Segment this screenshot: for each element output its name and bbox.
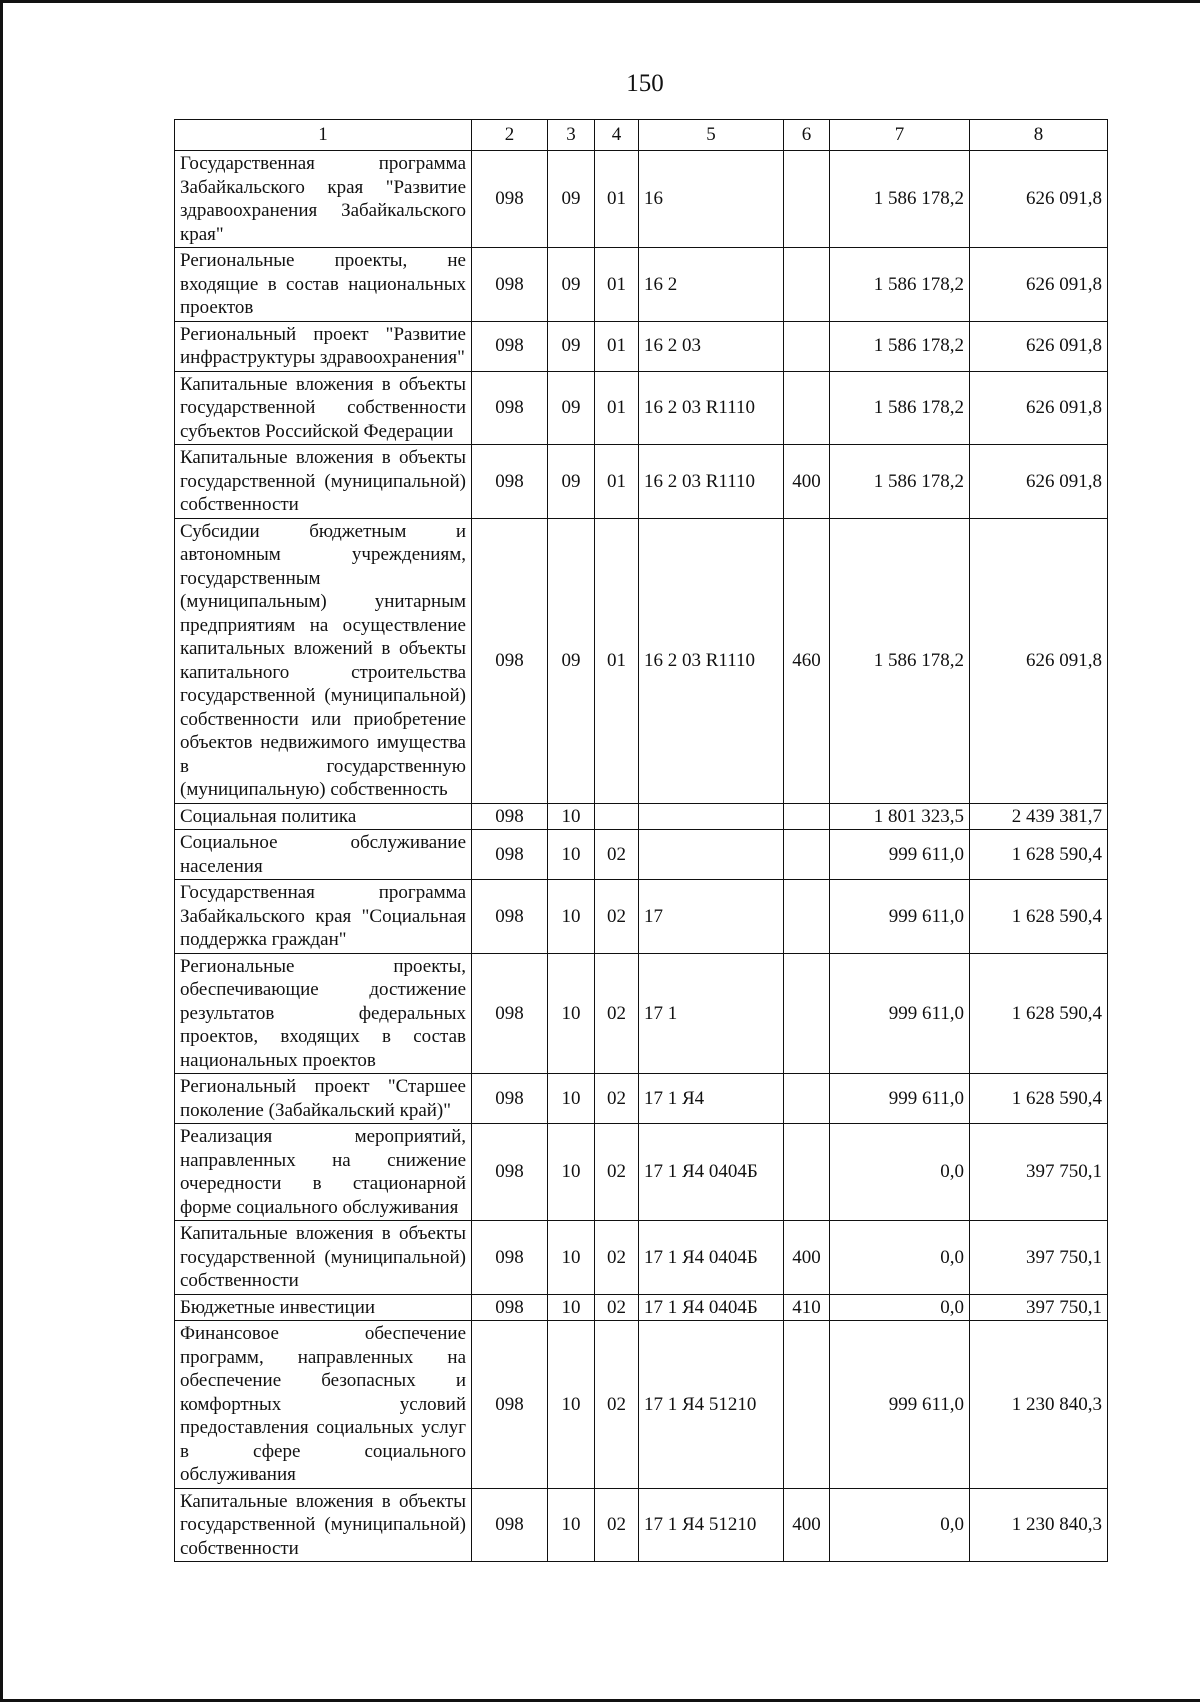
cell-amount-year-1: 1 586 178,2 (830, 518, 970, 803)
row-name: Бюджетные инвестиции (175, 1294, 472, 1321)
cell-amount-year-2: 1 628 590,4 (970, 1074, 1108, 1124)
cell-ministry-code: 098 (472, 1488, 548, 1562)
cell-section: 10 (548, 1074, 595, 1124)
cell-subsection: 02 (595, 1221, 639, 1295)
cell-amount-year-2: 1 230 840,3 (970, 1321, 1108, 1489)
cell-ministry-code: 098 (472, 248, 548, 322)
cell-amount-year-2: 2 439 381,7 (970, 803, 1108, 830)
table-row (175, 371, 1108, 445)
cell-expense-type: 410 (784, 1294, 830, 1321)
cell-amount-year-1: 999 611,0 (830, 953, 970, 1074)
table-row (175, 518, 1108, 803)
cell-section: 10 (548, 1124, 595, 1221)
row-name: Капитальные вложения в объекты государственной собственности субъектов Российской Федерации (175, 371, 472, 445)
table-row (175, 803, 1108, 830)
cell-expense-type: 400 (784, 445, 830, 519)
cell-expense-type (784, 248, 830, 322)
cell-amount-year-2: 626 091,8 (970, 321, 1108, 371)
cell-target-article: 16 2 (639, 248, 784, 322)
cell-target-article: 16 2 03 R1110 (639, 371, 784, 445)
cell-amount-year-2: 1 628 590,4 (970, 953, 1108, 1074)
cell-ministry-code: 098 (472, 518, 548, 803)
cell-subsection: 01 (595, 248, 639, 322)
cell-amount-year-2: 397 750,1 (970, 1124, 1108, 1221)
cell-section: 10 (548, 1488, 595, 1562)
row-name: Государственная программа Забайкальского края "Социальная поддержка граждан" (175, 880, 472, 954)
cell-section: 10 (548, 1321, 595, 1489)
cell-expense-type (784, 151, 830, 248)
cell-target-article (639, 830, 784, 880)
row-name: Капитальные вложения в объекты государственной (муниципальной) собственности (175, 1488, 472, 1562)
table-row (175, 445, 1108, 519)
cell-subsection: 01 (595, 151, 639, 248)
cell-subsection: 02 (595, 953, 639, 1074)
cell-amount-year-2: 397 750,1 (970, 1221, 1108, 1295)
table-row (175, 1321, 1108, 1489)
cell-expense-type: 460 (784, 518, 830, 803)
column-header: 1 (175, 120, 472, 151)
cell-section: 10 (548, 803, 595, 830)
row-name: Финансовое обеспечение программ, направленных на обеспечение безопасных и комфортных условий предоставления социальных услуг в сфере социального обслуживания (175, 1321, 472, 1489)
cell-section: 09 (548, 518, 595, 803)
cell-subsection: 01 (595, 518, 639, 803)
column-header: 5 (639, 120, 784, 151)
cell-amount-year-1: 999 611,0 (830, 830, 970, 880)
cell-section: 10 (548, 953, 595, 1074)
row-name: Региональный проект "Развитие инфраструктуры здравоохранения" (175, 321, 472, 371)
cell-target-article: 16 2 03 (639, 321, 784, 371)
cell-section: 09 (548, 445, 595, 519)
cell-amount-year-1: 999 611,0 (830, 1074, 970, 1124)
cell-amount-year-2: 626 091,8 (970, 445, 1108, 519)
row-name: Региональные проекты, обеспечивающие достижение результатов федеральных проектов, входящих в состав национальных проектов (175, 953, 472, 1074)
cell-target-article: 17 1 Я4 0404Б (639, 1221, 784, 1295)
cell-amount-year-1: 0,0 (830, 1124, 970, 1221)
cell-amount-year-1: 999 611,0 (830, 880, 970, 954)
cell-target-article: 17 (639, 880, 784, 954)
column-header: 6 (784, 120, 830, 151)
cell-target-article: 16 2 03 R1110 (639, 518, 784, 803)
cell-amount-year-2: 626 091,8 (970, 518, 1108, 803)
cell-ministry-code: 098 (472, 953, 548, 1074)
table-row (175, 151, 1108, 248)
cell-amount-year-1: 1 586 178,2 (830, 371, 970, 445)
table-row (175, 1221, 1108, 1295)
budget-table (174, 119, 1108, 1562)
cell-subsection: 02 (595, 830, 639, 880)
cell-section: 09 (548, 371, 595, 445)
cell-target-article (639, 803, 784, 830)
cell-amount-year-2: 397 750,1 (970, 1294, 1108, 1321)
cell-expense-type (784, 830, 830, 880)
cell-amount-year-2: 1 628 590,4 (970, 880, 1108, 954)
table-row (175, 1074, 1108, 1124)
cell-expense-type (784, 321, 830, 371)
cell-expense-type (784, 1074, 830, 1124)
cell-ministry-code: 098 (472, 321, 548, 371)
cell-subsection (595, 803, 639, 830)
cell-amount-year-1: 0,0 (830, 1488, 970, 1562)
table-header-row (175, 120, 1108, 151)
cell-subsection: 01 (595, 321, 639, 371)
cell-subsection: 02 (595, 1321, 639, 1489)
cell-ministry-code: 098 (472, 445, 548, 519)
cell-section: 10 (548, 880, 595, 954)
cell-target-article: 17 1 Я4 51210 (639, 1488, 784, 1562)
cell-expense-type (784, 371, 830, 445)
cell-section: 10 (548, 830, 595, 880)
cell-ministry-code: 098 (472, 1124, 548, 1221)
cell-amount-year-1: 1 801 323,5 (830, 803, 970, 830)
cell-expense-type: 400 (784, 1221, 830, 1295)
cell-ministry-code: 098 (472, 371, 548, 445)
cell-target-article: 17 1 (639, 953, 784, 1074)
cell-ministry-code: 098 (472, 151, 548, 248)
cell-expense-type (784, 880, 830, 954)
cell-amount-year-1: 999 611,0 (830, 1321, 970, 1489)
cell-section: 09 (548, 321, 595, 371)
table-row (175, 1124, 1108, 1221)
cell-amount-year-2: 1 230 840,3 (970, 1488, 1108, 1562)
column-header: 2 (472, 120, 548, 151)
row-name: Социальное обслуживание населения (175, 830, 472, 880)
row-name: Капитальные вложения в объекты государственной (муниципальной) собственности (175, 445, 472, 519)
row-name: Региональные проекты, не входящие в состав национальных проектов (175, 248, 472, 322)
cell-target-article: 17 1 Я4 0404Б (639, 1124, 784, 1221)
table-row (175, 1488, 1108, 1562)
cell-section: 10 (548, 1221, 595, 1295)
cell-expense-type (784, 803, 830, 830)
cell-target-article: 17 1 Я4 0404Б (639, 1294, 784, 1321)
table-body (175, 151, 1108, 1562)
cell-target-article: 17 1 Я4 51210 (639, 1321, 784, 1489)
table-row (175, 880, 1108, 954)
page-number: 150 (626, 70, 664, 97)
cell-amount-year-1: 0,0 (830, 1294, 970, 1321)
cell-expense-type (784, 953, 830, 1074)
cell-ministry-code: 098 (472, 1321, 548, 1489)
table-row (175, 830, 1108, 880)
cell-expense-type: 400 (784, 1488, 830, 1562)
scan-edge-left (0, 0, 3, 1702)
table-row (175, 321, 1108, 371)
cell-target-article: 17 1 Я4 (639, 1074, 784, 1124)
cell-subsection: 01 (595, 371, 639, 445)
row-name: Капитальные вложения в объекты государственной (муниципальной) собственности (175, 1221, 472, 1295)
cell-expense-type (784, 1321, 830, 1489)
table-row (175, 248, 1108, 322)
cell-amount-year-1: 0,0 (830, 1221, 970, 1295)
row-name: Социальная политика (175, 803, 472, 830)
cell-ministry-code: 098 (472, 1294, 548, 1321)
cell-ministry-code: 098 (472, 830, 548, 880)
cell-amount-year-2: 626 091,8 (970, 248, 1108, 322)
cell-expense-type (784, 1124, 830, 1221)
cell-amount-year-2: 626 091,8 (970, 151, 1108, 248)
cell-subsection: 01 (595, 445, 639, 519)
column-header: 3 (548, 120, 595, 151)
table-row (175, 953, 1108, 1074)
cell-amount-year-1: 1 586 178,2 (830, 248, 970, 322)
cell-amount-year-1: 1 586 178,2 (830, 321, 970, 371)
cell-ministry-code: 098 (472, 1221, 548, 1295)
column-header: 8 (970, 120, 1108, 151)
row-name: Государственная программа Забайкальского края "Развитие здравоохранения Забайкальского края" (175, 151, 472, 248)
row-name: Реализация мероприятий, направленных на снижение очередности в стационарной форме социального обслуживания (175, 1124, 472, 1221)
cell-subsection: 02 (595, 1074, 639, 1124)
cell-section: 09 (548, 151, 595, 248)
cell-ministry-code: 098 (472, 803, 548, 830)
table-row (175, 1294, 1108, 1321)
cell-subsection: 02 (595, 1294, 639, 1321)
cell-subsection: 02 (595, 880, 639, 954)
cell-ministry-code: 098 (472, 1074, 548, 1124)
cell-target-article: 16 (639, 151, 784, 248)
cell-target-article: 16 2 03 R1110 (639, 445, 784, 519)
cell-amount-year-1: 1 586 178,2 (830, 151, 970, 248)
cell-section: 09 (548, 248, 595, 322)
row-name: Субсидии бюджетным и автономным учреждениям, государственным (муниципальным) унитарным предприятиям на осуществление капитальных вложений в объекты капитального строительства государственной (муниципальной) собственности или приобретение объектов недвижимого имущества в государственную (муниципальную) собственность (175, 518, 472, 803)
cell-amount-year-1: 1 586 178,2 (830, 445, 970, 519)
cell-section: 10 (548, 1294, 595, 1321)
column-header: 7 (830, 120, 970, 151)
cell-amount-year-2: 1 628 590,4 (970, 830, 1108, 880)
cell-amount-year-2: 626 091,8 (970, 371, 1108, 445)
scan-edge-top (0, 0, 1200, 3)
column-header: 4 (595, 120, 639, 151)
cell-subsection: 02 (595, 1124, 639, 1221)
cell-subsection: 02 (595, 1488, 639, 1562)
cell-ministry-code: 098 (472, 880, 548, 954)
row-name: Региональный проект "Старшее поколение (Забайкальский край)" (175, 1074, 472, 1124)
